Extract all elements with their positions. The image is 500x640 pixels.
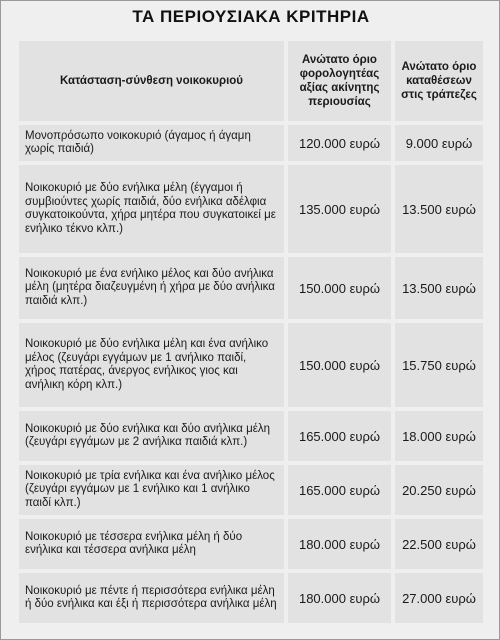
household-cell: Νοικοκυριό με τέσσερα ενήλικα μέλη ή δύο ενήλικα και τέσσερα ανήλικα μέλη — [19, 519, 284, 569]
page-title: ΤΑ ΠΕΡΙΟΥΣΙΑΚΑ ΚΡΙΤΗΡΙΑ — [132, 7, 370, 26]
table-row — [19, 323, 483, 407]
household-cell: Νοικοκυριό με ένα ενήλικο μέλος και δύο ανήλικα μέλη (μητέρα διαζευγμένη ή χήρα με δύο ανήλικα παιδιά κλπ.) — [19, 257, 284, 319]
column-header-household: Κατάσταση-σύνθεση νοικοκυριού — [19, 41, 284, 121]
deposit-limit-cell: 20.250 ευρώ — [395, 465, 483, 515]
household-cell: Μονοπρόσωπο νοικοκυριό (άγαμος ή άγαμη χωρίς παιδιά) — [19, 125, 284, 161]
household-cell: Νοικοκυριό με δύο ενήλικα μέλη (έγγαμοι ή συμβιούντες χωρίς παιδιά, δύο ενήλικα αδέλφια συγκατοικούντα, χήρα μητέρα που συγκατοικεί με ενήλικο τέκνο κλπ.) — [19, 165, 284, 253]
property-limit-cell: 150.000 ευρώ — [288, 257, 391, 319]
header-row — [19, 41, 483, 121]
household-cell: Νοικοκυριό με πέντε ή περισσότερα ενήλικα μέλη ή δύο ενήλικα και έξι ή περισσότερα ανήλικα μέλη — [19, 573, 284, 623]
table-row — [19, 465, 483, 515]
household-cell: Νοικοκυριό με τρία ενήλικα και ένα ανήλικο μέλος (ζευγάρι εγγάμων με 1 ενήλικο και 1 ανήλικο παιδί κλπ.) — [19, 465, 284, 515]
property-limit-cell: 180.000 ευρώ — [288, 519, 391, 569]
column-header-property: Ανώτατο όριο φορολογητέας αξίας ακίνητης περιουσίας — [288, 41, 391, 121]
deposit-limit-cell: 13.500 ευρώ — [395, 257, 483, 319]
table-row — [19, 519, 483, 569]
deposit-limit-cell: 13.500 ευρώ — [395, 165, 483, 253]
deposit-limit-cell: 15.750 ευρώ — [395, 323, 483, 407]
property-limit-cell: 150.000 ευρώ — [288, 323, 391, 407]
column-header-deposits: Ανώτατο όριο καταθέσεων στις τράπεζες — [395, 41, 483, 121]
table-row — [19, 411, 483, 461]
property-limit-cell: 135.000 ευρώ — [288, 165, 391, 253]
property-limit-cell: 120.000 ευρώ — [288, 125, 391, 161]
household-cell: Νοικοκυριό με δύο ενήλικα μέλη και ένα ανήλικο μέλος (ζευγάρι εγγάμων με 1 ανήλικο παιδί, χήρος πατέρας, άνεργος ενήλικος γιος και ανήλικη κόρη κλπ.) — [19, 323, 284, 407]
table-row — [19, 125, 483, 161]
table-row — [19, 257, 483, 319]
table-row — [19, 573, 483, 623]
deposit-limit-cell: 9.000 ευρώ — [395, 125, 483, 161]
criteria-table — [15, 37, 487, 627]
deposit-limit-cell: 22.500 ευρώ — [395, 519, 483, 569]
deposit-limit-cell: 27.000 ευρώ — [395, 573, 483, 623]
property-limit-cell: 180.000 ευρώ — [288, 573, 391, 623]
table-row — [19, 165, 483, 253]
property-limit-cell: 165.000 ευρώ — [288, 411, 391, 461]
deposit-limit-cell: 18.000 ευρώ — [395, 411, 483, 461]
property-limit-cell: 165.000 ευρώ — [288, 465, 391, 515]
household-cell: Νοικοκυριό με δύο ενήλικα και δύο ανήλικα μέλη (ζευγάρι εγγάμων με 2 ανήλικα παιδιά κλπ.) — [19, 411, 284, 461]
